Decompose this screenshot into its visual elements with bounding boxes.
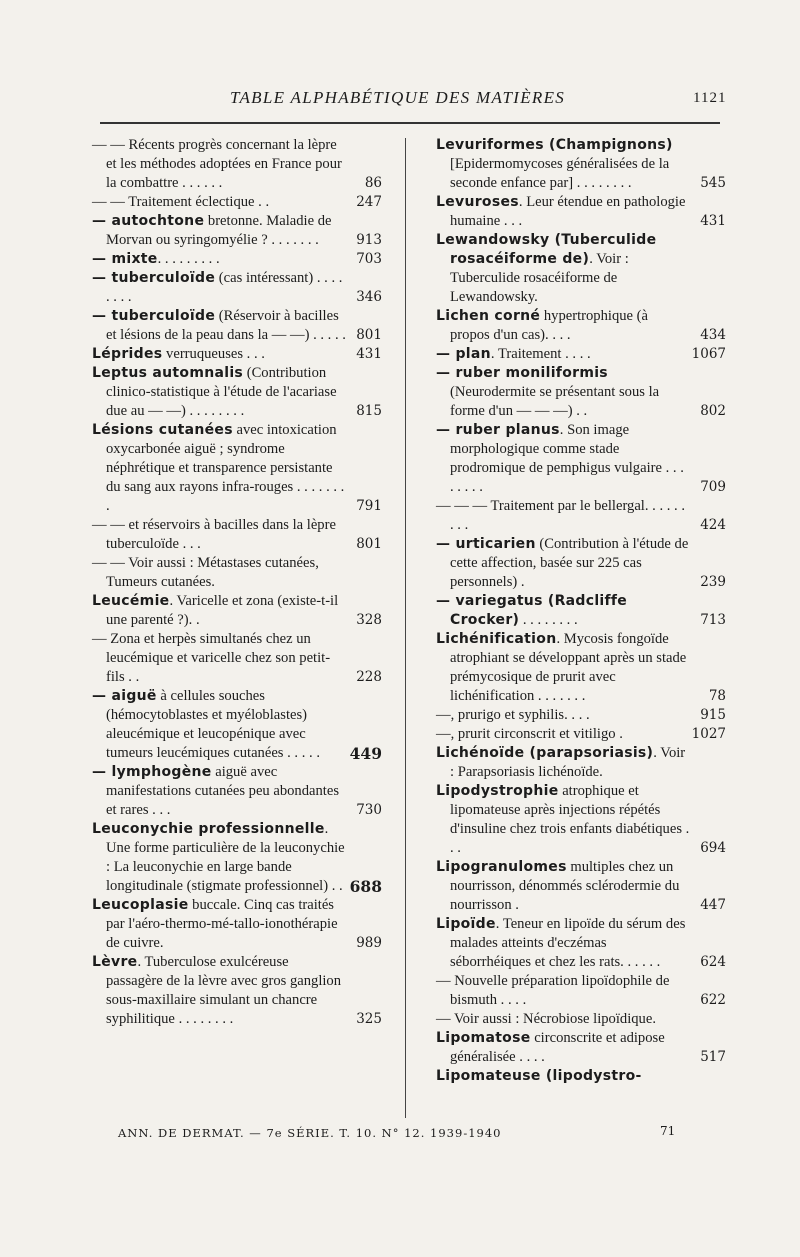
entry-text: — Voir aussi : Nécrobiose lipoïdique. [436,1011,656,1027]
index-entry [92,820,382,896]
entry-page-number: 801 [356,327,382,343]
entry-heading: Lipomatose [436,1030,531,1046]
entry-page-number: 431 [700,213,726,229]
index-entry [436,782,726,858]
entry-heading: Leptus automnalis [92,365,244,381]
entry-text: —, prurit circonscrit et vitiligo . [436,726,623,742]
entry-text: — Nouvelle préparation lipoïdophile de bismuth . . . . [436,973,670,1008]
entry-text: . Varicelle et zona (existe-t-il une parenté ?). . [106,593,339,628]
index-entry [436,630,726,706]
entry-text: — Zona et herpès simultanés chez un leucémique et varicelle chez son petit-fils . . [92,631,331,685]
index-entry [92,630,382,687]
entry-text: (Contribution à l'étude de cette affection, basée sur 225 cas personnels) . [450,536,689,590]
entry-page-number: 424 [700,517,726,533]
entry-heading: — lymphogène [92,764,212,780]
index-entry [436,421,726,497]
entry-heading: — tuberculoïde [92,308,216,324]
entry-heading: Leuconychie professionnelle [92,821,325,837]
entry-text: . . . . . . . . [519,612,578,628]
index-entry [92,250,382,269]
entry-text: — — Voir aussi : Métastases cutanées, Tumeurs cutanées. [92,555,319,590]
entry-text: . Tuberculose exulcéreuse passagère de la lèvre avec gros ganglion sous-maxillaire simulant un chancre syphilitique . . . . . . . . [106,954,342,1027]
entry-page-number: 1027 [691,726,726,742]
entry-heading: Lipogranulomes [436,859,567,875]
entry-text: . Teneur en lipoïde du sérum des malades atteints d'eczémas séborrhéiques et chez les rats. . . . . . [450,916,686,970]
index-entry [436,231,726,307]
index-entry [436,364,726,421]
index-entry [436,858,726,915]
entry-text: bretonne. Maladie de Morvan ou syringomyélie ? . . . . . . . [106,213,332,248]
entry-page-number: 449 [349,744,382,763]
index-entry [436,307,726,345]
entry-page-number: 328 [356,612,382,628]
entry-page-number: 517 [700,1049,726,1065]
entry-text: circonscrite et adipose généralisée . . . . [450,1030,665,1065]
entry-heading: Lipomateuse (lipodystro- [436,1068,642,1084]
entry-page-number: 915 [700,707,726,723]
entry-text: (Contribution clinico-statistique à l'étude de l'acariase due au — —) . . . . . . . . [106,365,337,419]
entry-heading: — urticarien [436,536,536,552]
index-entry [92,212,382,250]
entry-page-number: 447 [700,897,726,913]
entry-text: . Une forme particulière de la leuconychie : La leuconychie en large bande longitudinale (stigmate professionnel) . . [106,821,345,894]
index-entry [92,516,382,554]
entry-page-number: 346 [356,289,382,305]
entry-heading: — ruber moniliformis [436,365,608,381]
entry-text: (cas intéressant) . . . . . . . . [106,270,343,305]
entry-heading: Léprides [92,346,163,362]
entry-text: (Neurodermite se présentant sous la forme d'un — — —) . . [450,384,660,419]
index-entry [92,763,382,820]
entry-page-number: 624 [700,954,726,970]
index-entry [436,1029,726,1067]
entry-page-number: 247 [356,194,382,210]
entry-text: — — Traitement éclectique . . [92,194,270,210]
index-entry [92,193,382,212]
entry-text: — — et réservoirs à bacilles dans la lèpre tuberculoïde . . . [92,517,336,552]
entry-page-number: 709 [700,479,726,495]
entry-page-number: 434 [700,327,726,343]
entry-text: verruqueuses . . . [162,346,265,362]
entry-page-number: 239 [700,574,726,590]
index-entry [436,1010,726,1029]
page-number: 1121 [693,90,727,106]
index-entry [436,535,726,592]
entry-text: multiples chez un nourrisson, dénommés sclérodermie du nourrisson . [450,859,680,913]
entry-page-number: 802 [700,403,726,419]
entry-heading: — autochtone [92,213,205,229]
entry-page-number: 688 [349,877,382,896]
index-entry [92,953,382,1029]
entry-page-number: 545 [700,175,726,191]
index-entry [92,687,382,763]
entry-page-number: 913 [356,232,382,248]
index-entry [92,364,382,421]
entry-heading: Leucémie [92,593,170,609]
index-entry [436,972,726,1010]
entry-text: (Réservoir à bacilles et lésions de la peau dans la — —) . . . . . [106,308,346,343]
entry-text: hypertrophique (à propos d'un cas). . . . [450,308,649,343]
index-entry [92,307,382,345]
index-entry [436,1067,726,1086]
entry-text: — — — Traitement par le bellergal. . . . . . . . . [436,498,685,533]
entry-heading: Lipoïde [436,916,496,932]
index-entry [92,136,382,193]
journal-footer: ANN. DE DERMAT. — 7e SÉRIE. T. 10. N° 12. 1939-1940 [118,1126,502,1140]
entry-heading: Levuriformes (Champignons) [436,137,673,153]
left-column [92,136,382,1029]
entry-text: atrophique et lipomateuse après injections répétés d'insuline chez trois enfants diabétiques . . . [450,783,690,856]
index-entry [436,345,726,364]
index-entry [436,592,726,630]
entry-text: . Voir : Tuberculide rosacéiforme de Lewandowsky. [450,251,629,305]
entry-heading: — ruber planus [436,422,560,438]
index-entry [436,725,726,744]
entry-page-number: 78 [708,688,726,704]
entry-page-number: 86 [364,175,382,191]
running-header [0,88,800,114]
entry-page-number: 730 [356,802,382,818]
index-entry [92,554,382,592]
entry-page-number: 694 [700,840,726,856]
page-title: TABLE ALPHABÉTIQUE DES MATIÈRES [230,88,566,107]
entry-text: avec intoxication oxycarbonée aiguë ; syndrome néphrétique et transparence persistante du sang aux rayons infra-rouges . . . . . . . . [106,422,345,514]
index-entry [436,706,726,725]
entry-text: . . . . . . . . . [157,251,220,267]
entry-heading: Leucoplasie [92,897,189,913]
entry-page-number: 989 [356,935,382,951]
entry-text: [Epidermomycoses généralisées de la seconde enfance par] . . . . . . . . [450,156,670,191]
index-entry [436,497,726,535]
entry-text: aiguë avec manifestations cutanées peu abondantes et rares . . . [106,764,340,818]
entry-heading: Lèvre [92,954,138,970]
signature-number: 71 [660,1124,676,1138]
entry-heading: Lichénoïde (parapsoriasis) [436,745,654,761]
index-entry [436,744,726,782]
index-entry [92,592,382,630]
entry-page-number: 703 [356,251,382,267]
entry-page-number: 713 [700,612,726,628]
index-entry [92,345,382,364]
entry-page-number: 791 [356,498,382,514]
entry-heading: — tuberculoïde [92,270,216,286]
index-entry [92,421,382,516]
entry-text: . Traitement . . . . [490,346,591,362]
index-entry [92,896,382,953]
header-rule [100,122,720,124]
entry-heading: Lésions cutanées [92,422,233,438]
entry-text: . Mycosis fongoïde atrophiant se développant après un stade prémycosique de prurit avec lichénification . . . . . . . [450,631,687,704]
entry-text: buccale. Cinq cas traités par l'aéro-thermo-mé-tallo-ionothérapie de cuivre. [106,897,338,951]
entry-heading: Lichénification [436,631,557,647]
entry-text: . Son image morphologique comme stade prodromique de pemphigus vulgaire . . . . . . . . [450,422,684,495]
entry-heading: — variegatus (Radcliffe Crocker) [436,593,628,628]
entry-heading: Lewandowsky (Tuberculide rosacéiforme de) [436,232,657,267]
entry-text: . Voir : Parapsoriasis lichénoïde. [450,745,686,780]
entry-page-number: 801 [356,536,382,552]
entry-heading: — mixte [92,251,158,267]
entry-heading: Lichen corné [436,308,541,324]
entry-heading: Lipodystrophie [436,783,559,799]
column-divider [405,138,406,1118]
entry-page-number: 431 [356,346,382,362]
entry-text: . Leur étendue en pathologie humaine . . . [450,194,686,229]
entry-heading: Levuroses [436,194,519,210]
entry-text: à cellules souches (hémocytoblastes et myéloblastes) aleucémique et leucopénique avec tumeurs leucémiques cutanées . . . . . [106,688,320,761]
entry-page-number: 325 [356,1011,382,1027]
entry-heading: — aiguë [92,688,157,704]
entry-heading: — plan [436,346,491,362]
entry-page-number: 1067 [691,346,726,362]
entry-page-number: 622 [700,992,726,1008]
entry-page-number: 228 [356,669,382,685]
index-entry [436,915,726,972]
entry-text: —, prurigo et syphilis. . . . [436,707,590,723]
entry-page-number: 815 [356,403,382,419]
entry-text: — — Récents progrès concernant la lèpre et les méthodes adoptées en France pour la combattre . . . . . . [92,137,342,191]
index-entry [436,193,726,231]
index-entry [436,136,726,193]
index-entry [92,269,382,307]
right-column [436,136,726,1086]
